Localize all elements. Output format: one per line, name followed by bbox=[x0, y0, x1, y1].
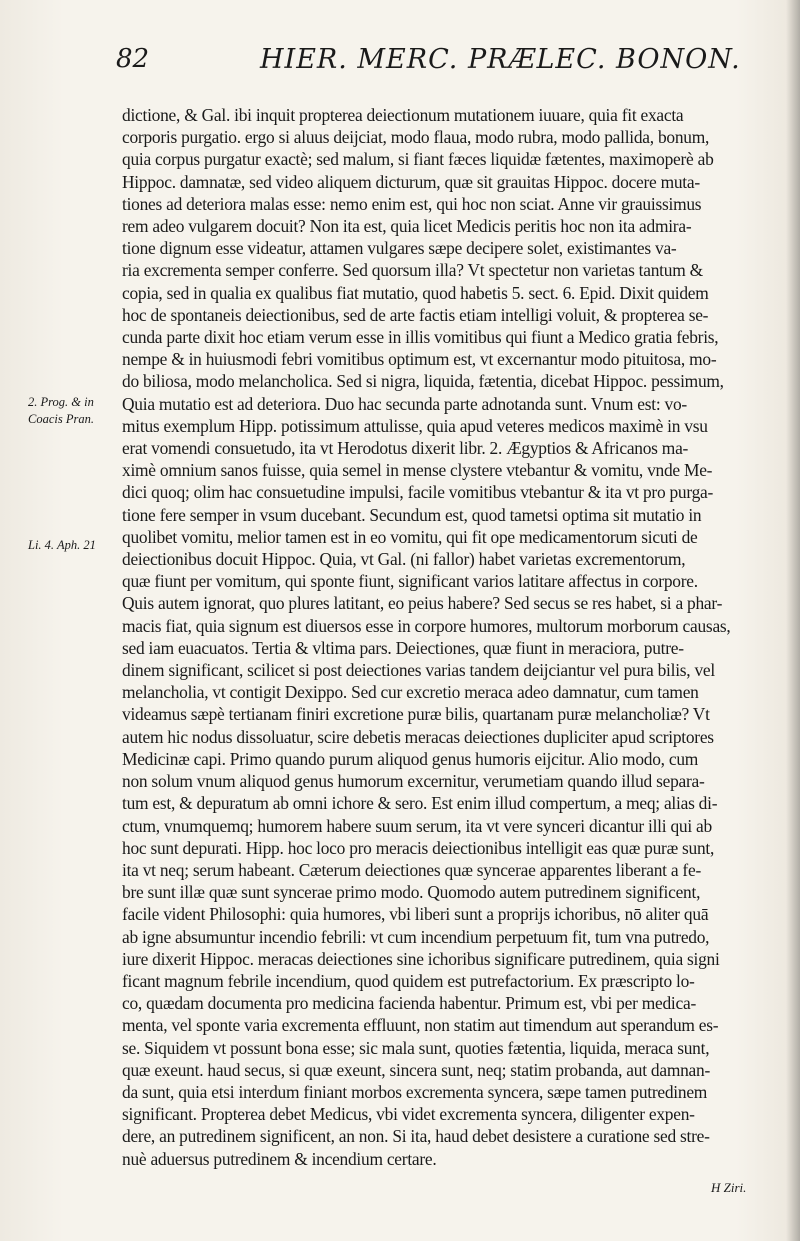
margin-note-aphorism: Li. 4. Aph. 21 bbox=[28, 538, 96, 552]
text-line: autem hic nodus dissoluatur, scire debetis meracas deiectiones dupliciter apud scriptores bbox=[122, 726, 714, 747]
text-line: hoc de spontaneis deiectionibus, sed de arte factis etiam intelligi voluit, & propterea se- bbox=[122, 304, 709, 325]
text-line: da sunt, quia etsi interdum finiant morbos excrementa syncera, sæpe tamen putredinem bbox=[122, 1081, 708, 1102]
text-line: ita vt neq; serum habeant. Cæterum deiectiones quæ syncerae apparentes liberant a fe- bbox=[122, 859, 701, 880]
text-line: quolibet vomitu, melior tamen est in eo vomitu, qui fit ope medicamentorum sicuti de bbox=[122, 526, 698, 547]
page-number: 82 bbox=[116, 44, 150, 74]
text-line: non solum vnum aliquod genus humorum excernitur, verumetiam quando illud separa- bbox=[122, 771, 705, 792]
text-line: tione dignum esse videatur, attamen vulgares sæpe decipere solet, existimantes va- bbox=[122, 238, 677, 259]
text-line: tione fere semper in vsum ducebant. Secundum est, quod tametsi optima sit mutatio in bbox=[122, 504, 702, 525]
text-line: ficant magnum febrile incendium, quod quidem est putrefactorium. Ex præscripto lo- bbox=[122, 970, 695, 991]
text-line: deiectionibus docuit Hippoc. Quia, vt Gal. (ni fallor) habet varietas excrementorum, bbox=[122, 549, 686, 570]
text-line: cunda parte dixit hoc etiam verum esse in illis vomitibus qui fiunt a Medico gratia febris, bbox=[122, 327, 719, 348]
text-line: iure dixerit Hippoc. meracas deiectiones sine ichoribus significare putredinem, quia signi bbox=[122, 948, 720, 969]
text-line: dinem significant, scilicet si post deiectiones varias tandem deijciantur vel pura bilis, vel bbox=[122, 660, 715, 681]
text-line: menta, vel sponte varia excrementa effluunt, non statim aut timendum aut sperandum es- bbox=[122, 1015, 719, 1036]
page-edge-shadow bbox=[786, 0, 800, 1241]
text-line: co, quædam documenta pro medicina facienda habentur. Primum est, vbi per medica- bbox=[122, 993, 696, 1014]
text-line: facile vident Philosophi: quia humores, vbi liberi sunt a proprijs ichoribus, nō aliter quā bbox=[122, 904, 709, 925]
text-line: Medicinæ capi. Primo quando purum aliquod genus humoris eijcitur. Alio modo, cum bbox=[122, 748, 699, 769]
text-line: erat vomendi consuetudo, ita vt Herodotus dixerit libr. 2. Ægyptios & Africanos ma- bbox=[122, 438, 689, 459]
text-line: bre sunt illæ quæ sunt syncerae primo modo. Quomodo autem putredinem significent, bbox=[122, 882, 701, 903]
text-line: ximè omnium sanos fuisse, quia semel in mense clystere vtebantur & vomitu, vnde Me- bbox=[122, 460, 713, 481]
text-line: tiones ad deteriora malas esse: nemo enim est, qui hoc non sciat. Anne vir grauissimus bbox=[122, 193, 702, 214]
text-line: macis fiat, quia signum est diuersos esse in corpore humores, multorum morborum causas, bbox=[122, 615, 731, 636]
text-line: Quia mutatio est ad deteriora. Duo hac secunda parte adnotanda sunt. Vnum est: vo- bbox=[122, 393, 687, 414]
text-line: copia, sed in qualia ex qualibus fiat mutatio, quod habetis 5. sect. 6. Epid. Dixit quidem bbox=[122, 282, 709, 303]
text-line: nempe & in huiusmodi febri vomitibus optimum est, vt excernantur modo pituitosa, mo- bbox=[122, 349, 717, 370]
text-line: corporis purgatio. ergo si aluus deijciat, modo flaua, modo rubra, modo pallida, bonum, bbox=[122, 127, 710, 148]
page-header bbox=[110, 40, 770, 90]
text-line: quæ exeunt. haud secus, si quæ exeunt, sincera sunt, neq; statim probanda, aut damnan- bbox=[122, 1059, 710, 1080]
text-line: dici quoq; olim hac consuetudine impulsi, facile vomitibus vtebantur & ita vt pro purga- bbox=[122, 482, 714, 503]
text-line: quia corpus purgatur exactè; sed malum, si fiant fæces liquidæ fætentes, maximoperè ab bbox=[122, 149, 714, 170]
text-line: tum est, & depuratum ab omni ichore & sero. Est enim illud compertum, a meq; alias di- bbox=[122, 793, 718, 814]
text-line: ria excrementa semper conferre. Sed quorsum illa? Vt spectetur non varietas tantum & bbox=[122, 260, 703, 281]
body-text bbox=[122, 104, 774, 1170]
text-line: dictione, & Gal. ibi inquit propterea deiectionum mutationem iuuare, quia fit exacta bbox=[122, 105, 684, 125]
margin-note-prognostics: 2. Prog. & in Coacis Pran. bbox=[28, 395, 94, 426]
text-line: hoc sunt depurati. Hipp. hoc loco pro meracis deiectionibus intelligit eas quæ puræ sunt, bbox=[122, 837, 715, 858]
text-line: nuè aduersus putredinem & incendium certare. bbox=[122, 1148, 437, 1169]
text-line: se. Siquidem vt possunt bona esse; sic mala sunt, quoties fætentia, liquida, meraca sunt, bbox=[122, 1037, 710, 1058]
text-line: significant. Propterea debet Medicus, vbi videt excrementa syncera, diligenter expen- bbox=[122, 1104, 695, 1125]
text-line: quæ fiunt per vomitum, qui sponte fiunt, significant varios latitare affectus in corpore. bbox=[122, 571, 698, 592]
text-line: do biliosa, modo melancholica. Sed si nigra, liquida, fætentia, dicebat Hippoc. pessimum, bbox=[122, 371, 724, 392]
text-line: sed iam euacuatos. Tertia & vltima pars. Deiectiones, quæ fiunt in meraciora, putre- bbox=[122, 637, 684, 658]
text-line: rem adeo vulgarem docuit? Non ita est, quia licet Medicis peritis hoc non ita admira- bbox=[122, 216, 692, 237]
text-line: ab igne absumuntur incendio febrili: vt cum incendium perpetuum fit, tum vna putredo, bbox=[122, 926, 710, 947]
running-head: HIER. MERC. PRÆLEC. BONON. bbox=[260, 44, 741, 75]
text-line: Quis autem ignorat, quo plures latitant, eo peius habere? Sed secus se res habet, si a phar- bbox=[122, 593, 723, 614]
text-line: videamus sæpè tertianam finiri excretione puræ bilis, quartanam puræ melancholiæ? Vt bbox=[122, 704, 710, 725]
signature-mark: H Ziri. bbox=[711, 1180, 747, 1195]
text-line: dere, an putredinem significent, an non. Si ita, haud debet desistere a curatione sed stre- bbox=[122, 1126, 710, 1147]
text-line: mitus exemplum Hipp. potissimum attulisse, quia apud veteres medicos maximè in vsu bbox=[122, 415, 708, 436]
text-line: ctum, vnumquemq; humorem habere suum serum, ita vt vere synceri dicantur illi qui ab bbox=[122, 815, 712, 836]
text-line: melancholia, vt contigit Dexippo. Sed cur excretio meraca adeo damnatur, cum tamen bbox=[122, 682, 699, 703]
text-line: Hippoc. damnatæ, sed video aliquem dicturum, quæ sit grauitas Hippoc. docere muta- bbox=[122, 171, 700, 192]
